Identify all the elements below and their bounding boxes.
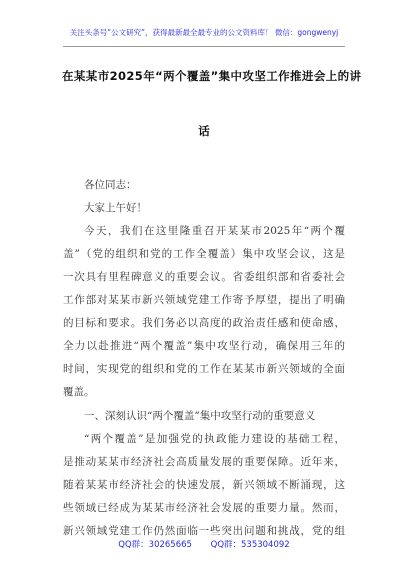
paragraph-1-line: 盖”（党的组织和党的工作全覆盖）集中攻坚会议，这是	[63, 248, 345, 260]
paragraph-1-line: 时间，实现党的组织和党的工作在某某市新兴领域的全面	[63, 363, 345, 375]
paragraph-1-line: 覆盖。	[63, 386, 95, 398]
header-divider	[63, 46, 345, 47]
paragraph-1-line: 一次具有里程碑意义的重要会议。省委组织部和省委社会	[63, 271, 345, 283]
document-title-line-1: 在某某市2025年“两个覆盖”集中攻坚工作推进会上的讲	[62, 69, 362, 83]
paragraph-2-line: 随着某某市经济社会的快速发展，新兴领域不断涌现，这	[63, 479, 345, 491]
page-footer	[0, 538, 408, 550]
paragraph-2-line: 些领域已经成为某某市经济社会发展的重要力量。然而，	[63, 502, 345, 514]
paragraph-2-line: 新兴领域党建工作仍然面临一些突出问题和挑战，党的组	[63, 525, 345, 537]
paragraph-1-line: 的目标和要求。我们务必以高度的政治责任感和使命感，	[63, 317, 345, 329]
section-1-heading: 一、深刻认识“两个覆盖”集中攻坚行动的重要意义	[84, 410, 316, 422]
page-header-banner: 关注头条号“公文研究”，获得最新最全最专业的公文资料库！ 微信：gongwenyj	[69, 28, 339, 37]
greeting: 大家上午好！	[84, 202, 147, 214]
document-title-line-2: 话	[198, 124, 210, 138]
paragraph-2-line: 是推动某某市经济社会高质量发展的重要保障。近年来，	[63, 456, 345, 468]
footer-qq-group-2: QQ群：535304092	[210, 540, 290, 550]
footer-qq-group-1: QQ群：30265665	[118, 540, 192, 550]
paragraph-1-line: 今天，我们在这里隆重召开某某市2025年“两个覆	[84, 225, 345, 237]
salutation: 各位同志：	[84, 179, 137, 191]
paragraph-1-line: 工作部对某某市新兴领域党建工作寄予厚望，提出了明确	[63, 294, 345, 306]
paragraph-2-line: “两个覆盖”是加强党的执政能力建设的基础工程，	[84, 433, 345, 445]
paragraph-1-line: 全力以赴推进“两个覆盖”集中攻坚行动，确保用三年的	[63, 340, 345, 352]
